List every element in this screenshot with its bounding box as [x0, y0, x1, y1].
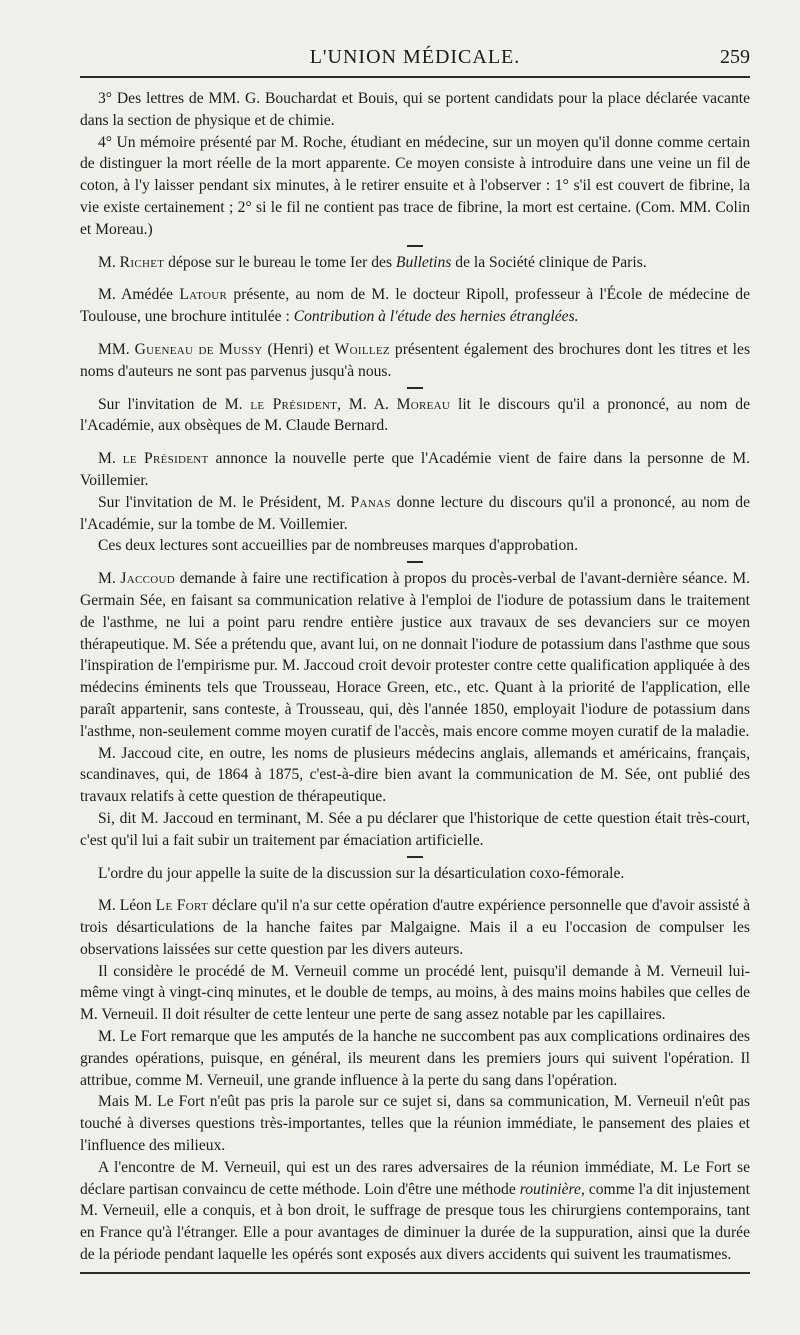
paragraph-reunion-immediate: A l'encontre de M. Verneuil, qui est un des rares adversaires de la réunion immédiate, M. Le Fort se déclare partisan convaincu de cette méthode. Loin d'être une méthode routinière, comme l'a dit injustement M. Verneuil, elle a conquis, et à bon droit, le suffrage de presque tous les chirurgiens contemporains, tant en France qu'à l'étranger. Elle a pour avantages de diminuer la durée de la suppuration, ainsi que la durée de la période pendant laquelle les opérés sont exposés aux divers accidents qui suivent les traumatismes. [80, 1158, 750, 1264]
italic-title: Bulletins [395, 253, 452, 271]
paragraph-questions-importantes: Mais M. Le Fort n'eût pas pris la parole sur ce sujet si, dans sa communication, M. Verneuil n'eût pas touché à diverses questions très-importantes, telles que la réunion immédiate, le pansement des plaies et l'influence des milieux. [80, 1093, 750, 1155]
person-name: le Président [250, 395, 338, 413]
bottom-rule [80, 1272, 750, 1274]
paragraph-panas: Sur l'invitation de M. le Président, M. Panas donne lecture du discours qu'il a prononcé, au nom de l'Académie, sur la tombe de M. Voillemier. [80, 493, 750, 533]
paragraph-voillemier: M. le Président annonce la nouvelle perte que l'Académie vient de faire dans la personne de M. Voillemier. [80, 450, 750, 489]
paragraph-ordre-du-jour: L'ordre du jour appelle la suite de la discussion sur la désarticulation coxo-fémorale. [98, 864, 625, 882]
person-name: le Président [122, 450, 209, 468]
running-header [80, 42, 750, 78]
paragraph-approbation: Ces deux lectures sont accueillies par de nombreuses marques d'approbation. [98, 537, 579, 555]
paragraph-richet: M. Richet dépose sur le bureau le tome Ier des Bulletins de la Société clinique de Paris. [98, 253, 647, 271]
person-name: Woillez [334, 340, 390, 358]
paragraph-jaccoud-cite: M. Jaccoud cite, en outre, les noms de plusieurs médecins anglais, allemands et américains, français, scandinaves, qui, de 1864 à 1875, c'est-à-dire bien avant la communication de M. Sée, ont publié des travaux relatifs à cette question de thérapeutique. [80, 744, 750, 806]
section-separator [407, 856, 423, 858]
italic-title: Contribution à l'étude des hernies étranglées. [293, 308, 579, 326]
paragraph-moreau-discours: Sur l'invitation de M. le Président, M. A. Moreau lit le discours qu'il a prononcé, au nom de l'Académie, aux obsèques de M. Claude Bernard. [80, 395, 750, 435]
paragraph-memoire-roche: 4° Un mémoire présenté par M. Roche, étudiant en médecine, sur un moyen qu'il donne comme certain de distinguer la mort réelle de la mort apparente. Ce moyen consiste à introduire dans une veine un fil de coton, à l'y laisser pendant six minutes, à le retirer ensuite et à l'observer : 1° s'il est couvert de fibrine, la vie existe certainement ; 2° si le fil ne contient pas trace de fibrine, la mort est certaine. (Com. MM. Colin et Moreau.) [80, 133, 750, 238]
italic-word: routinière [519, 1180, 581, 1198]
person-name: Latour [179, 286, 228, 304]
paragraph-jaccoud-conclusion: Si, dit M. Jaccoud en terminant, M. Sée a pu déclarer que l'historique de cette question était très-court, c'est qu'il lui a fait subir un traitement par émaciation artificielle. [80, 809, 750, 849]
section-separator [407, 561, 423, 563]
article-body [80, 88, 750, 1266]
person-name: Le Fort [155, 897, 208, 915]
journal-title: L'UNION MÉDICALE. [309, 46, 521, 68]
paragraph-procede-verneuil: Il considère le procédé de M. Verneuil comme un procédé lent, puisqu'il demande à M. Verneuil lui-même vingt à vingt-cinq minutes, et le double de temps, au moins, à des mains moins habiles que celles de M. Verneuil. Il doit résulter de cette lenteur une perte de sang assez notable par les capillaires. [80, 962, 750, 1024]
page-number: 259 [720, 46, 750, 68]
person-name: Jaccoud [120, 570, 176, 588]
paragraph-le-fort: M. Léon Le Fort déclare qu'il n'a sur cette opération d'autre expérience personnelle que d'avoir assisté à trois désarticulations de la hanche faites par Malgaigne. Mais il a eu l'occasion de compulser les observations laissées sur cette question par les divers auteurs. [80, 897, 750, 958]
paragraph-gueneau-woillez: MM. Gueneau de Mussy (Henri) et Woillez présentent également des brochures dont les titres et les noms d'auteurs ne sont pas parvenus jusqu'à nous. [80, 340, 751, 380]
section-separator [407, 245, 423, 247]
person-name: Moreau [396, 395, 451, 413]
person-name: Panas [350, 493, 391, 511]
paragraph-latour: M. Amédée Latour présente, au nom de M. le docteur Ripoll, professeur à l'École de médecine de Toulouse, une brochure intitulée : Contribution à l'étude des hernies étranglées. [80, 286, 750, 326]
person-name: Gueneau de Mussy [134, 340, 263, 358]
paragraph-letters: 3° Des lettres de MM. G. Bouchardat et Bouis, qui se portent candidats pour la place déclarée vacante dans la section de physique et de chimie. [80, 90, 750, 129]
paragraph-amputes-hanche: M. Le Fort remarque que les amputés de la hanche ne succombent pas aux complications ordinaires des grandes opérations, puisque, en général, ils meurent dans les premiers jours qui suivent l'opération. Il attribue, comme M. Verneuil, une grande influence à la perte du sang dans l'opération. [80, 1028, 750, 1089]
paragraph-jaccoud: M. Jaccoud demande à faire une rectification à propos du procès-verbal de l'avant-dernière séance. M. Germain Sée, en faisant sa communication relative à l'emploi de l'iodure de potassium dans le traitement de l'asthme, ne lui a point paru rendre entière justice aux travaux de ses devanciers sur ce moyen thérapeutique. M. Sée a prétendu que, avant lui, on ne donnait l'iodure de potassium dans l'asthme que sous l'inspiration de l'empirisme pur. M. Jaccoud croit devoir protester contre cette qualification appliquée à des médecins éminents tels que Trousseau, Horace Green, etc., etc. Quant à la priorité de l'application, elle paraît appartenir, sans conteste, à Trousseau, qui, dès l'année 1850, employait l'iodure de potassium dans l'asthme, non-seulement comme moyen curatif de l'accès, mais encore comme moyen curatif de la maladie. [80, 570, 750, 740]
person-name: Richet [119, 253, 165, 271]
section-separator [407, 387, 423, 389]
